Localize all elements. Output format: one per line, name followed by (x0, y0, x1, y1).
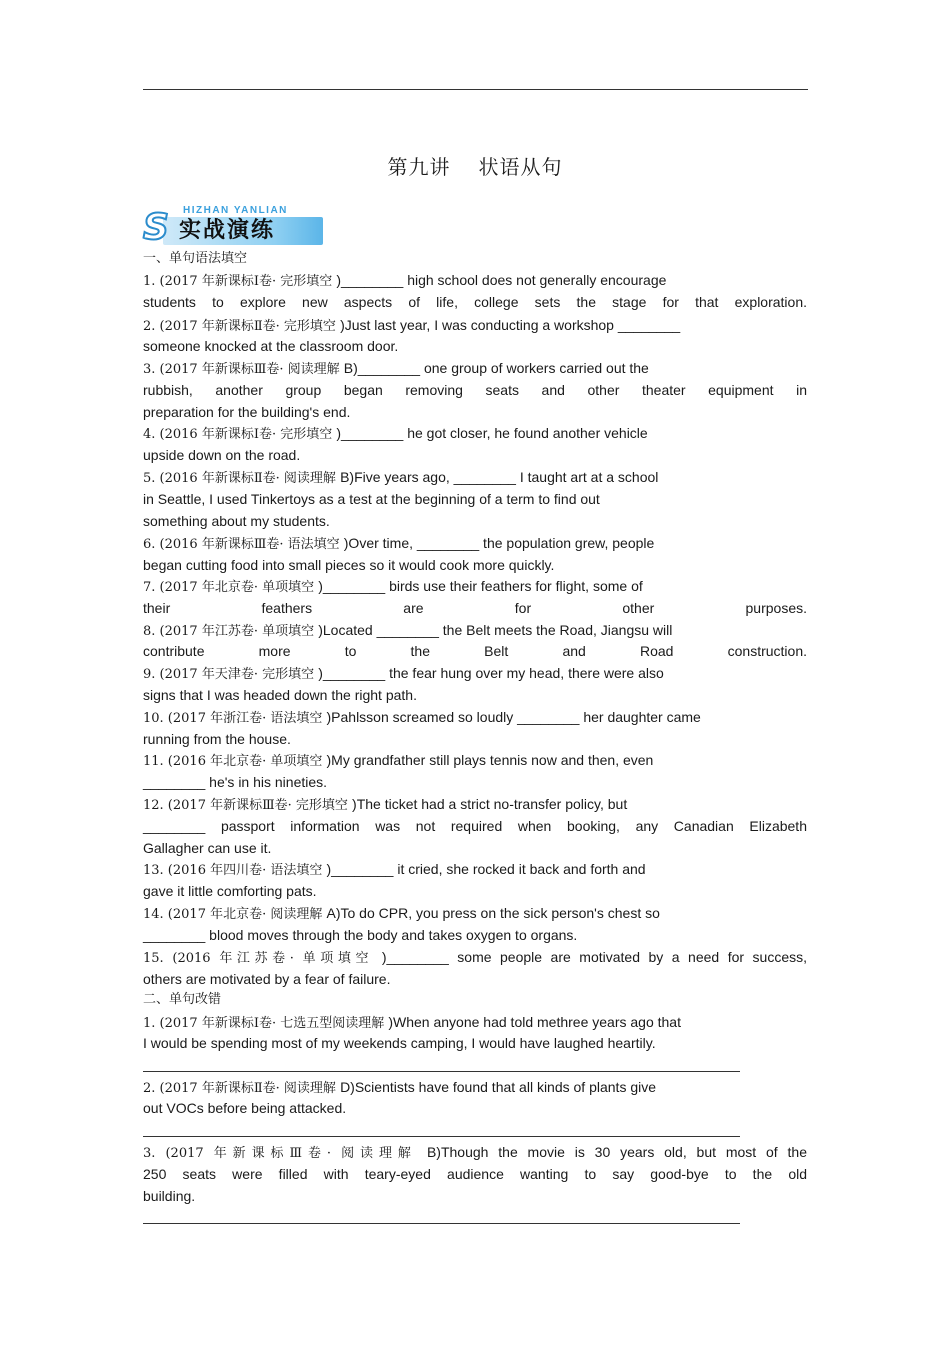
question-text: I would be spending most of my weekends camping, I would have laughed heartily. (143, 1035, 656, 1051)
question-source: 3. (2017 年新课标Ⅲ卷· 阅读理解 (143, 362, 344, 377)
question-source: 1. (2017 年新课标Ⅰ卷· 七选五型阅读理解 (143, 1016, 389, 1031)
question-text: something about my students. (143, 513, 330, 529)
question-text: students to explore new aspects of life, college sets the stage for that exploration. (143, 294, 807, 310)
question-source: 6. (2016 年新课标Ⅲ卷· 语法填空 (143, 537, 344, 552)
exercise-line (143, 709, 807, 727)
question-source: 2. (2017 年新课标Ⅱ卷· 阅读理解 (143, 1081, 341, 1096)
question-text: ________ passport information was not required when booking, any Canadian Elizabeth (143, 818, 807, 834)
exercise-line (143, 752, 807, 770)
exercise-line (143, 905, 807, 923)
question-text: out VOCs before being attacked. (143, 1100, 347, 1116)
header-rule (143, 89, 808, 90)
exercise-line (143, 687, 807, 704)
exercise-line (143, 491, 807, 508)
question-text: )________ birds use their feathers for flight, some of (318, 578, 643, 594)
question-source: 11. (2016 年北京卷· 单项填空 (143, 754, 327, 769)
exercise-line (143, 404, 807, 421)
section-banner (143, 205, 328, 247)
question-source: 12. (2017 年新课标Ⅲ卷· 完形填空 (143, 798, 353, 813)
section-heading-grammar-fill: 一、单句语法填空 (143, 251, 248, 266)
exercise-line (143, 447, 807, 464)
exercise-line (143, 731, 807, 748)
question-text: )Located ________ the Belt meets the Road, Jiangsu will (318, 622, 673, 638)
question-source: 7. (2017 年北京卷· 单项填空 (143, 580, 319, 595)
exercise-line (143, 1014, 807, 1032)
question-text: someone knocked at the classroom door. (143, 338, 399, 354)
question-text: B)________ one group of workers carried out the (343, 360, 649, 376)
question-text: ________ blood moves through the body and takes oxygen to organs. (143, 927, 578, 943)
exercise-line (143, 1035, 807, 1052)
question-text: 250 seats were filled with teary-eyed audience wanting to say good-bye to the old (143, 1166, 807, 1182)
question-text: ________ he's in his nineties. (143, 774, 328, 790)
exercise-line (143, 971, 807, 988)
question-source: 3. (2017 年新课标Ⅲ卷· 阅读理解 (143, 1146, 427, 1161)
exercise-line (143, 317, 807, 335)
exercise-line (143, 578, 807, 596)
exercise-line (143, 774, 807, 791)
exercise-line (143, 1188, 807, 1205)
exercise-line (143, 1079, 807, 1097)
page-title (0, 151, 950, 180)
question-text: )Just last year, I was conducting a workshop ________ (340, 317, 681, 333)
question-text: A)To do CPR, you press on the sick person's chest so (326, 905, 660, 921)
exercise-line (143, 557, 807, 574)
question-text: their feathers are for other purposes. (143, 600, 807, 616)
answer-blank-line[interactable] (143, 1223, 740, 1224)
exercise-line (143, 1166, 807, 1183)
question-text: contribute more to the Belt and Road construction. (143, 643, 807, 659)
question-text: )________ he got closer, he found another vehicle (336, 425, 648, 441)
question-source: 9. (2017 年天津卷· 完形填空 (143, 667, 319, 682)
question-text: )The ticket had a strict no-transfer policy, but (352, 796, 628, 812)
question-text: )________ the fear hung over my head, there were also (318, 665, 664, 681)
question-text: D)Scientists have found that all kinds of plants give (340, 1079, 657, 1095)
question-text: signs that I was headed down the right path. (143, 687, 417, 703)
exercise-line (143, 1100, 807, 1117)
exercise-line (143, 294, 807, 311)
lecture-number: 第九讲 (387, 155, 451, 179)
exercise-line (143, 643, 807, 660)
exercise-line (143, 861, 807, 879)
question-text: gave it little comforting pats. (143, 883, 317, 899)
exercise-line (143, 927, 807, 944)
exercise-line (143, 360, 807, 378)
exercise-line (143, 665, 807, 683)
exercise-line (143, 949, 807, 967)
exercise-line (143, 535, 807, 553)
exercise-line (143, 272, 807, 290)
section-heading-error-correction: 二、单句改错 (143, 992, 222, 1007)
question-text: Gallagher can use it. (143, 840, 272, 856)
question-source: 4. (2016 年新课标Ⅰ卷· 完形填空 (143, 427, 337, 442)
question-text: )When anyone had told methree years ago that (388, 1014, 681, 1030)
question-text: upside down on the road. (143, 447, 301, 463)
banner-label: 实战演练 (179, 218, 276, 243)
question-text: )Pahlsson screamed so loudly ________ her daughter came (326, 709, 701, 725)
question-text: building. (143, 1188, 196, 1204)
question-source: 5. (2016 年新课标Ⅱ卷· 阅读理解 (143, 471, 341, 486)
question-text: in Seattle, I used Tinkertoys as a test at the beginning of a term to find out (143, 491, 600, 507)
exercise-line (143, 840, 807, 857)
question-source: 13. (2016 年四川卷· 语法填空 (143, 863, 327, 878)
exercise-line (143, 796, 807, 814)
question-text: running from the house. (143, 731, 291, 747)
question-text: others are motivated by a fear of failure. (143, 971, 391, 987)
question-source: 2. (2017 年新课标Ⅱ卷· 完形填空 (143, 319, 341, 334)
question-source: 8. (2017 年江苏卷· 单项填空 (143, 624, 319, 639)
question-text: preparation for the building's end. (143, 404, 351, 420)
question-text: )My grandfather still plays tennis now and then, even (326, 752, 654, 768)
question-text: )________ some people are motivated by a need for success, (381, 949, 807, 965)
banner-pinyin: HIZHAN YANLIAN (183, 205, 288, 216)
question-source: 15. (2016 年江苏卷· 单项填空 (143, 951, 382, 966)
exercise-line (143, 818, 807, 835)
exercise-line (143, 338, 807, 355)
exercise-line (143, 883, 807, 900)
question-text: B)Five years ago, ________ I taught art at a school (340, 469, 659, 485)
question-text: )Over time, ________ the population grew, people (343, 535, 655, 551)
question-text: rubbish, another group began removing seats and other theater equipment in (143, 382, 807, 398)
question-source: 1. (2017 年新课标Ⅰ卷· 完形填空 (143, 274, 337, 289)
question-text: )________ it cried, she rocked it back and forth and (326, 861, 646, 877)
banner-s-logo-icon: S (143, 207, 169, 248)
answer-blank-line[interactable] (143, 1071, 740, 1072)
lecture-topic: 状语从句 (478, 155, 563, 179)
exercise-line (143, 1144, 807, 1162)
answer-blank-line[interactable] (143, 1136, 740, 1137)
exercise-line (143, 425, 807, 443)
question-source: 10. (2017 年浙江卷· 语法填空 (143, 711, 327, 726)
exercise-line (143, 600, 807, 617)
exercise-line (143, 513, 807, 530)
question-text: )________ high school does not generally encourage (336, 272, 667, 288)
question-text: B)Though the movie is 30 years old, but most of the (426, 1144, 807, 1160)
question-text: began cutting food into small pieces so it would cook more quickly. (143, 557, 555, 573)
question-source: 14. (2017 年北京卷· 阅读理解 (143, 907, 327, 922)
exercise-line (143, 622, 807, 640)
exercise-line (143, 382, 807, 399)
exercise-line (143, 469, 807, 487)
